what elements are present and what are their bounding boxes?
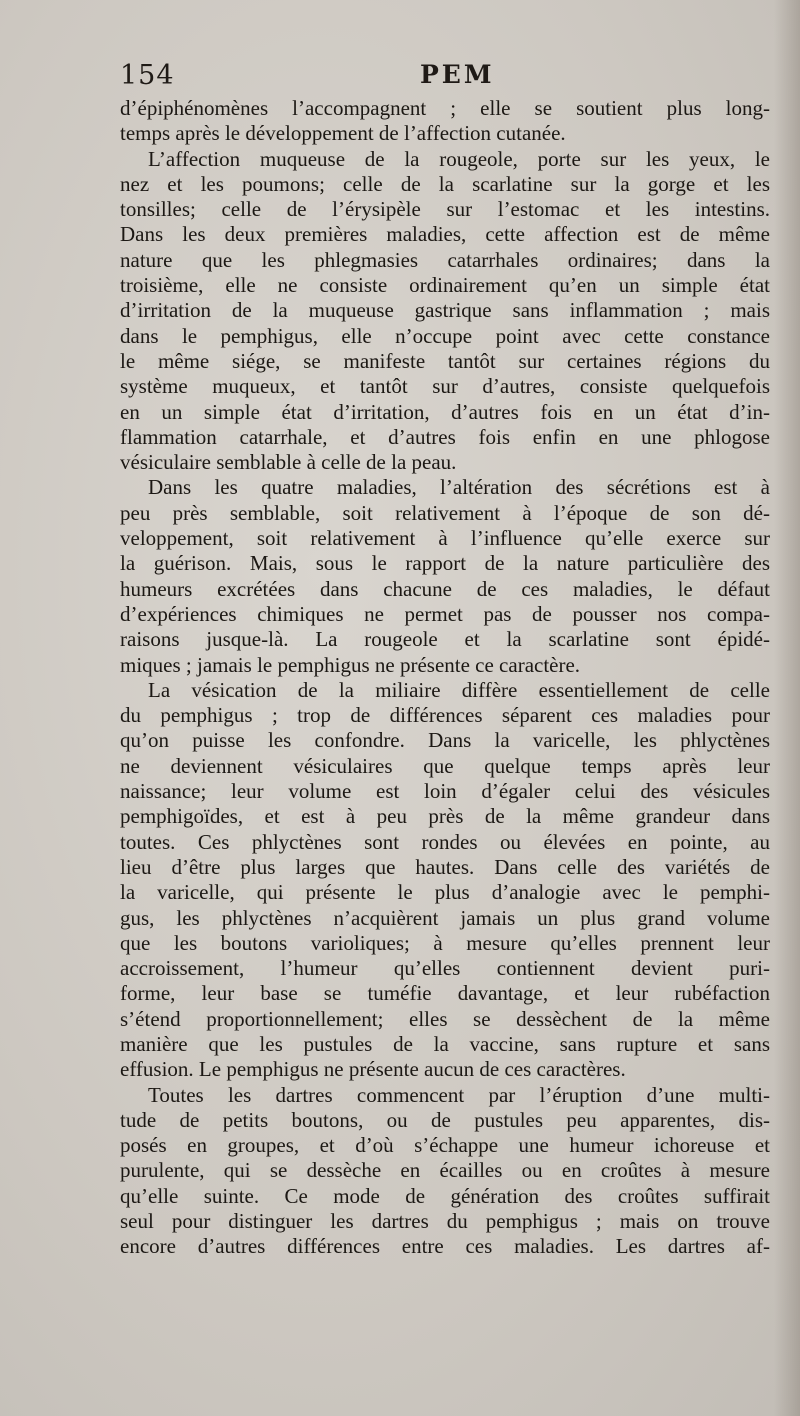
text-line: ne deviennent vésiculaires que quelque temps après leur xyxy=(120,753,770,778)
text-line: lieu d’être plus larges que hautes. Dans celle des variétés de xyxy=(120,854,770,879)
text-line: nez et les poumons; celle de la scarlatine sur la gorge et les xyxy=(120,171,770,196)
text-line: accroissement, l’humeur qu’elles contiennent devient puri- xyxy=(120,956,770,981)
text-line: seul pour distinguer les dartres du pemphigus ; mais on trouve xyxy=(120,1209,770,1234)
text-line: vésiculaire semblable à celle de la peau. xyxy=(120,450,457,475)
text-line: d’expériences chimiques ne permet pas de pousser nos compa- xyxy=(120,601,770,626)
body-text xyxy=(120,96,770,1260)
text-line: du pemphigus ; trop de différences séparent ces maladies pour xyxy=(120,703,770,728)
running-head: PEM xyxy=(420,60,495,89)
text-line: L’affection muqueuse de la rougeole, porte sur les yeux, le xyxy=(148,146,770,171)
text-line: purulente, qui se dessèche en écailles ou en croûtes à mesure xyxy=(120,1158,770,1183)
text-line: toutes. Ces phlyctènes sont rondes ou élevées en pointe, au xyxy=(120,829,770,854)
page-header xyxy=(120,60,770,96)
text-line: raisons jusque-là. La rougeole et la scarlatine sont épidé- xyxy=(120,627,770,652)
text-line: veloppement, soit relativement à l’influence qu’elle exerce sur xyxy=(120,526,770,551)
text-line: la guérison. Mais, sous le rapport de la nature particulière des xyxy=(120,551,770,576)
text-line: en un simple état d’irritation, d’autres fois en un état d’in- xyxy=(120,399,770,424)
text-line: Toutes les dartres commencent par l’éruption d’une multi- xyxy=(148,1082,770,1107)
text-line: miques ; jamais le pemphigus ne présente ce caractère. xyxy=(120,652,581,677)
text-line: le même siége, se manifeste tantôt sur certaines régions du xyxy=(120,348,770,373)
text-line: s’étend proportionnellement; elles se dessèchent de la même xyxy=(120,1006,770,1031)
text-line: peu près semblable, soit relativement à l’époque de son dé- xyxy=(120,500,770,525)
text-line: qu’on puisse les confondre. Dans la varicelle, les phlyctènes xyxy=(120,728,770,753)
text-line: pemphigoïdes, et est à peu près de la même grandeur dans xyxy=(120,804,770,829)
text-line: nature que les phlegmasies catarrhales ordinaires; dans la xyxy=(120,247,770,272)
text-line: dans le pemphigus, elle n’occupe point avec cette constance xyxy=(120,323,770,348)
text-line: naissance; leur volume est loin d’égaler celui des vésicules xyxy=(120,779,770,804)
text-line: flammation catarrhale, et d’autres fois enfin en une phlogose xyxy=(120,424,770,449)
text-line: manière que les pustules de la vaccine, sans rupture et sans xyxy=(120,1031,770,1056)
text-line: temps après le développement de l’affection cutanée. xyxy=(120,121,566,146)
text-line: système muqueux, et tantôt sur d’autres, consiste quelquefois xyxy=(120,374,770,399)
text-line: effusion. Le pemphigus ne présente aucun de ces caractères. xyxy=(120,1057,626,1082)
text-line: Dans les quatre maladies, l’altération des sécrétions est à xyxy=(148,475,770,500)
text-line: d’épiphénomènes l’accompagnent ; elle se soutient plus long- xyxy=(120,96,770,120)
text-line: posés en groupes, et d’où s’échappe une humeur ichoreuse et xyxy=(120,1133,770,1158)
text-line: tude de petits boutons, ou de pustules peu apparentes, dis- xyxy=(120,1107,770,1132)
text-line: La vésication de la miliaire diffère essentiellement de celle xyxy=(148,677,770,702)
text-line: tonsilles; celle de l’érysipèle sur l’estomac et les intestins. xyxy=(120,197,770,222)
text-line: gus, les phlyctènes n’acquièrent jamais un plus grand volume xyxy=(120,905,770,930)
text-line: humeurs excrétées dans chacune de ces maladies, le défaut xyxy=(120,576,770,601)
text-line: Dans les deux premières maladies, cette affection est de même xyxy=(120,222,770,247)
text-line: encore d’autres différences entre ces maladies. Les dartres af- xyxy=(120,1234,770,1259)
text-line: d’irritation de la muqueuse gastrique sans inflammation ; mais xyxy=(120,298,770,323)
text-line: qu’elle suinte. Ce mode de génération des croûtes suffirait xyxy=(120,1183,770,1208)
page-number: 154 xyxy=(120,60,175,91)
text-line: la varicelle, qui présente le plus d’analogie avec le pemphi- xyxy=(120,880,770,905)
text-line: troisième, elle ne consiste ordinairement qu’en un simple état xyxy=(120,273,770,298)
text-line: que les boutons varioliques; à mesure qu’elles prennent leur xyxy=(120,930,770,955)
text-line: forme, leur base se tuméfie davantage, et leur rubéfaction xyxy=(120,981,770,1006)
